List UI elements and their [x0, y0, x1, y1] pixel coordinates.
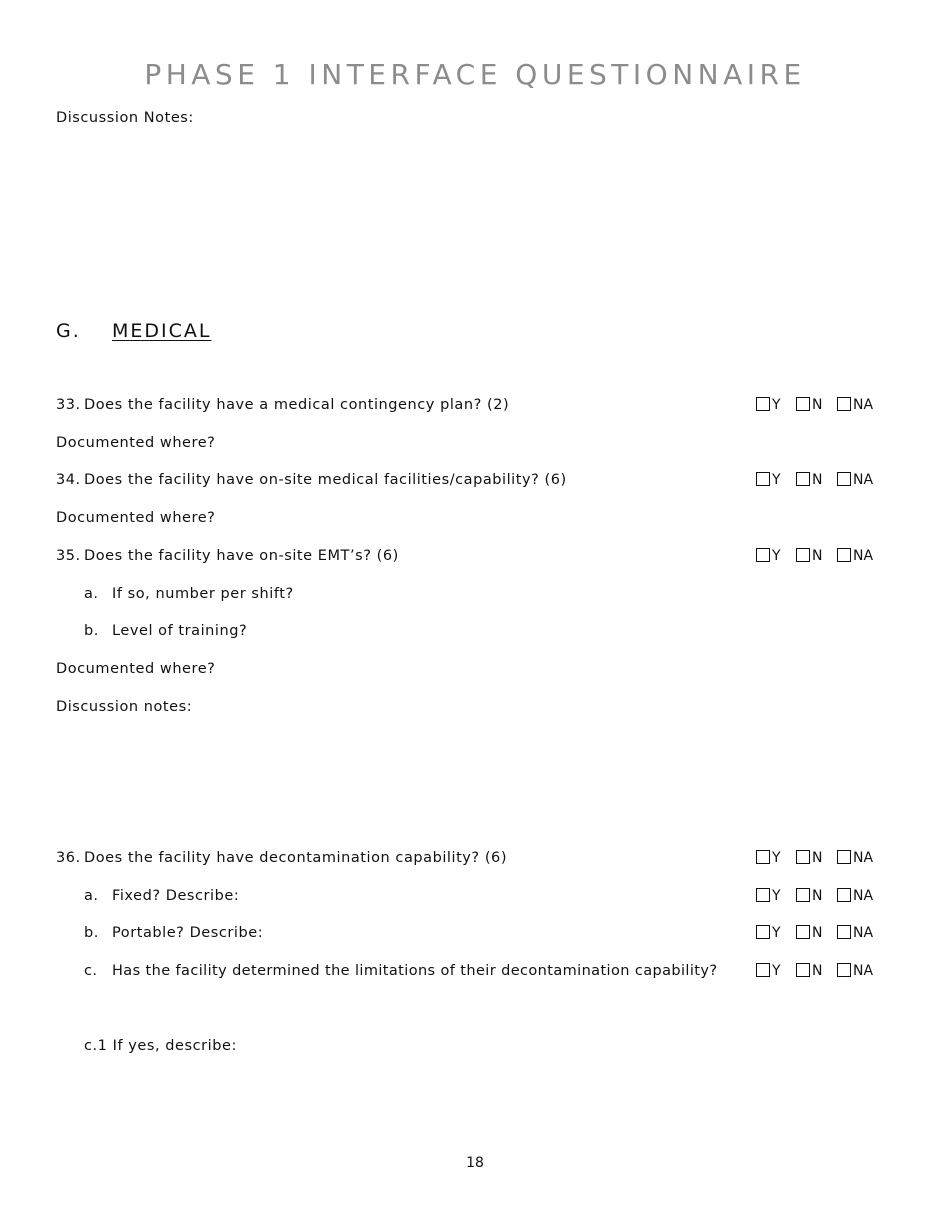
checkbox-no[interactable] — [796, 888, 810, 902]
sub-question-text: Level of training? — [112, 623, 248, 639]
yes-label: Y — [772, 397, 781, 413]
discussion-notes-label: Discussion Notes: — [56, 110, 194, 126]
yes-label: Y — [772, 925, 781, 941]
section-letter: G. — [56, 320, 81, 342]
yes-label: Y — [772, 963, 781, 979]
question-text: Does the facility have on-site EMT’s? (6) — [84, 548, 399, 564]
checkbox-na[interactable] — [837, 888, 851, 902]
question-number: 34. — [56, 472, 81, 488]
no-label: N — [812, 397, 823, 413]
checkbox-na[interactable] — [837, 472, 851, 486]
checkbox-yes[interactable] — [756, 963, 770, 977]
sub-letter: b. — [84, 925, 99, 941]
checkbox-yes[interactable] — [756, 472, 770, 486]
sub-question-text: Portable? Describe: — [112, 925, 264, 941]
na-label: NA — [853, 925, 874, 941]
sub-letter: c. — [84, 963, 98, 979]
checkbox-no[interactable] — [796, 472, 810, 486]
no-label: N — [812, 925, 823, 941]
section-heading — [56, 320, 212, 342]
no-label: N — [812, 548, 823, 564]
checkbox-yes[interactable] — [756, 548, 770, 562]
section-title: MEDICAL — [112, 320, 212, 342]
documented-where-33: Documented where? — [56, 435, 216, 451]
documented-where-35: Documented where? — [56, 661, 216, 677]
question-number: 35. — [56, 548, 81, 564]
checkbox-yes[interactable] — [756, 850, 770, 864]
question-text: Does the facility have on-site medical facilities/capability? (6) — [84, 472, 567, 488]
no-label: N — [812, 888, 823, 904]
checkbox-yes[interactable] — [756, 888, 770, 902]
sub-letter: a. — [84, 888, 99, 904]
yes-label: Y — [772, 472, 781, 488]
checkbox-na[interactable] — [837, 548, 851, 562]
question-number: 36. — [56, 850, 81, 866]
question-36a — [84, 887, 239, 905]
checkbox-na[interactable] — [837, 397, 851, 411]
yes-label: Y — [772, 548, 781, 564]
checkbox-no[interactable] — [796, 925, 810, 939]
question-33 — [56, 396, 509, 414]
checkbox-yes[interactable] — [756, 397, 770, 411]
checkbox-no[interactable] — [796, 850, 810, 864]
na-label: NA — [853, 850, 874, 866]
na-label: NA — [853, 888, 874, 904]
na-label: NA — [853, 963, 874, 979]
question-35a — [84, 585, 294, 603]
question-35 — [56, 547, 399, 565]
sub-question-text: Has the facility determined the limitations of their decontamination capability? — [112, 963, 718, 979]
na-label: NA — [853, 472, 874, 488]
na-label: NA — [853, 397, 874, 413]
no-label: N — [812, 963, 823, 979]
documented-where-34: Documented where? — [56, 510, 216, 526]
checkbox-yes[interactable] — [756, 925, 770, 939]
question-35b — [84, 622, 247, 640]
checkbox-no[interactable] — [796, 963, 810, 977]
question-34 — [56, 471, 567, 489]
question-36c1: c.1 If yes, describe: — [84, 1038, 237, 1054]
sub-letter: a. — [84, 586, 99, 602]
question-text: Does the facility have a medical contingency plan? (2) — [84, 397, 510, 413]
sub-question-text: Fixed? Describe: — [112, 888, 240, 904]
checkbox-no[interactable] — [796, 548, 810, 562]
sub-letter: b. — [84, 623, 99, 639]
question-number: 33. — [56, 397, 81, 413]
yes-label: Y — [772, 888, 781, 904]
checkbox-na[interactable] — [837, 963, 851, 977]
question-36b — [84, 924, 263, 942]
checkbox-no[interactable] — [796, 397, 810, 411]
na-label: NA — [853, 548, 874, 564]
sub-question-text: If so, number per shift? — [112, 586, 294, 602]
checkbox-na[interactable] — [837, 850, 851, 864]
question-text: Does the facility have decontamination capability? (6) — [84, 850, 508, 866]
no-label: N — [812, 472, 823, 488]
question-36c — [84, 962, 717, 980]
page-title: PHASE 1 INTERFACE QUESTIONNAIRE — [144, 58, 806, 91]
discussion-notes-35: Discussion notes: — [56, 699, 193, 715]
page-number: 18 — [466, 1155, 484, 1171]
yes-label: Y — [772, 850, 781, 866]
no-label: N — [812, 850, 823, 866]
question-36 — [56, 849, 507, 867]
checkbox-na[interactable] — [837, 925, 851, 939]
